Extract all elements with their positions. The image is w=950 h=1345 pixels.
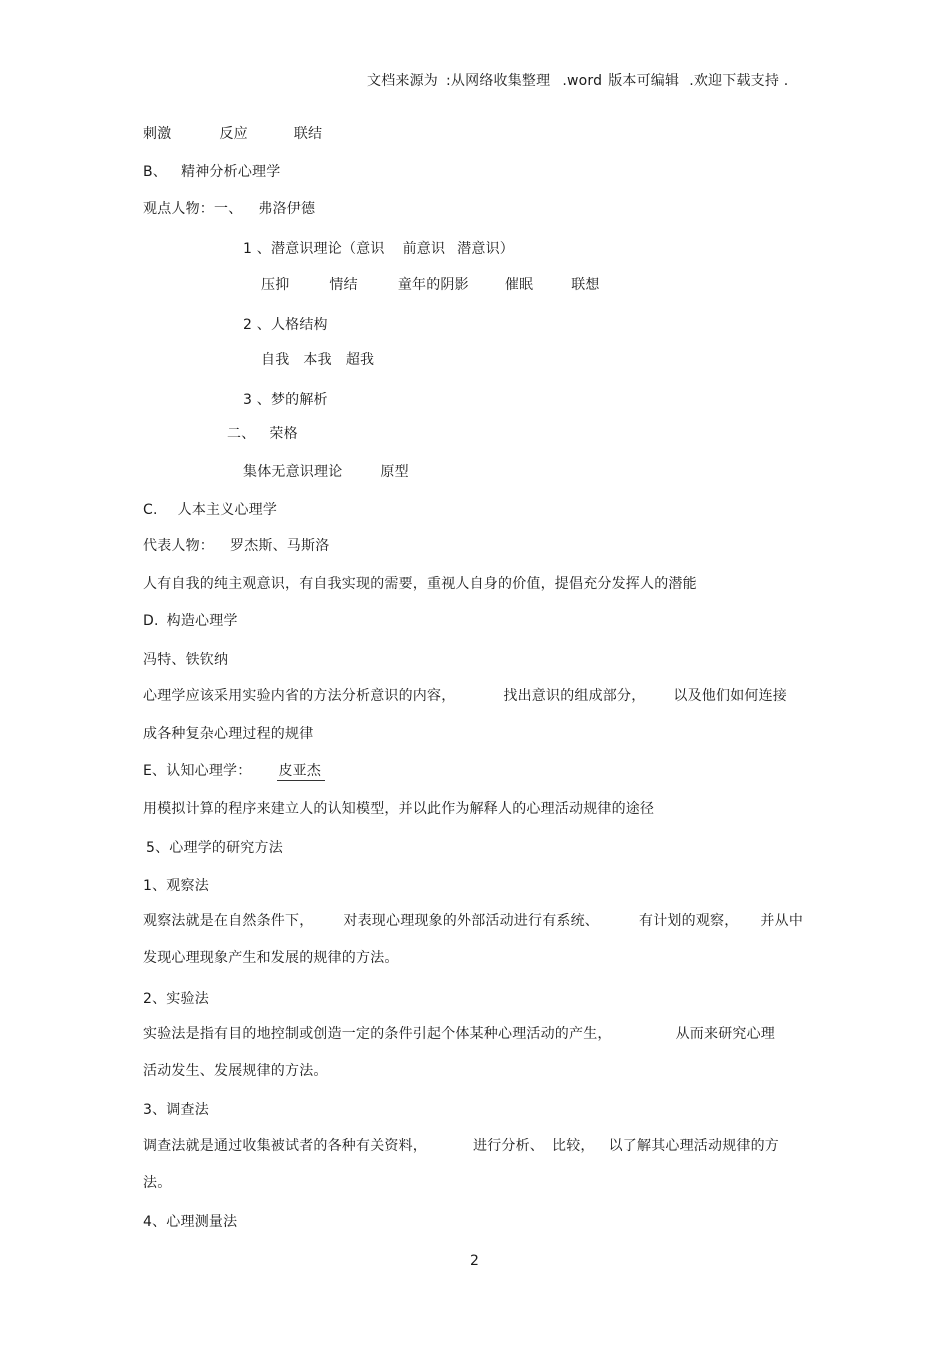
humanistic-representatives: 代表人物： 罗杰斯、马斯洛: [143, 538, 330, 554]
cognitive-description: 用模拟计算的程序来建立人的认知模型，并以此作为解释人的心理活动规律的途径: [143, 801, 655, 817]
method-3-desc-2: 法。: [143, 1175, 172, 1191]
method-1-title: 1、观察法: [143, 878, 209, 894]
jung-line: 二、 荣格: [227, 426, 298, 442]
research-methods-heading: 5、心理学的研究方法: [146, 840, 283, 856]
section-heading-b: B、 精神分析心理学: [143, 164, 281, 180]
representative-line: 观点人物：一、 弗洛伊德: [143, 201, 316, 217]
structural-representatives: 冯特、铁钦纳: [143, 652, 229, 668]
method-1-desc-2: 发现心理现象产生和发展的规律的方法。: [143, 950, 399, 966]
method-3-desc-1: 调查法就是通过收集被试者的各种有关资料， 进行分析、 比较， 以了解其心理活动规律的方: [143, 1138, 780, 1154]
freud-item-1: 1 、潜意识理论（意识 前意识 潜意识）: [243, 241, 514, 257]
method-4-title: 4、心理测量法: [143, 1214, 238, 1230]
section-heading-c: C. 人本主义心理学: [143, 502, 278, 518]
method-2-desc-1: 实验法是指有目的地控制或创造一定的条件引起个体某种心理活动的产生， 从而来研究心理: [143, 1026, 776, 1042]
jung-keywords: 集体无意识理论 原型: [243, 464, 409, 480]
freud-item-3: 3 、梦的解析: [243, 392, 328, 408]
method-1-desc-1: 观察法就是在自然条件下， 对表现心理现象的外部活动进行有系统、 有计划的观察， 并从中: [143, 913, 804, 929]
humanistic-description: 人有自我的纯主观意识，有自我实现的需要，重视人自身的价值，提倡充分发挥人的潜能: [143, 576, 697, 592]
freud-item-2: 2 、人格结构: [243, 317, 328, 333]
section-heading-d: D. 构造心理学: [143, 613, 238, 629]
freud-item-2-keywords: 自我 本我 超我: [261, 352, 375, 368]
behaviorism-keywords: 刺激 反应 联结: [143, 126, 323, 142]
structural-description-2: 成各种复杂心理过程的规律: [143, 726, 314, 742]
section-heading-e: E、认知心理学： 皮亚杰: [143, 762, 325, 780]
piaget-underlined: 皮亚杰: [277, 763, 325, 781]
method-3-title: 3、调查法: [143, 1102, 209, 1118]
page-header: 文档来源为 :从网络收集整理 .word 版本可编辑 .欢迎下载支持 .: [367, 73, 789, 89]
method-2-desc-2: 活动发生、发展规律的方法。: [143, 1063, 328, 1079]
structural-description-1: 心理学应该采用实验内省的方法分析意识的内容， 找出意识的组成部分， 以及他们如何连接: [143, 688, 788, 704]
freud-item-1-keywords: 压抑 情结 童年的阴影 催眠 联想: [261, 277, 600, 293]
page-number: 2: [470, 1253, 480, 1269]
method-2-title: 2、实验法: [143, 991, 209, 1007]
